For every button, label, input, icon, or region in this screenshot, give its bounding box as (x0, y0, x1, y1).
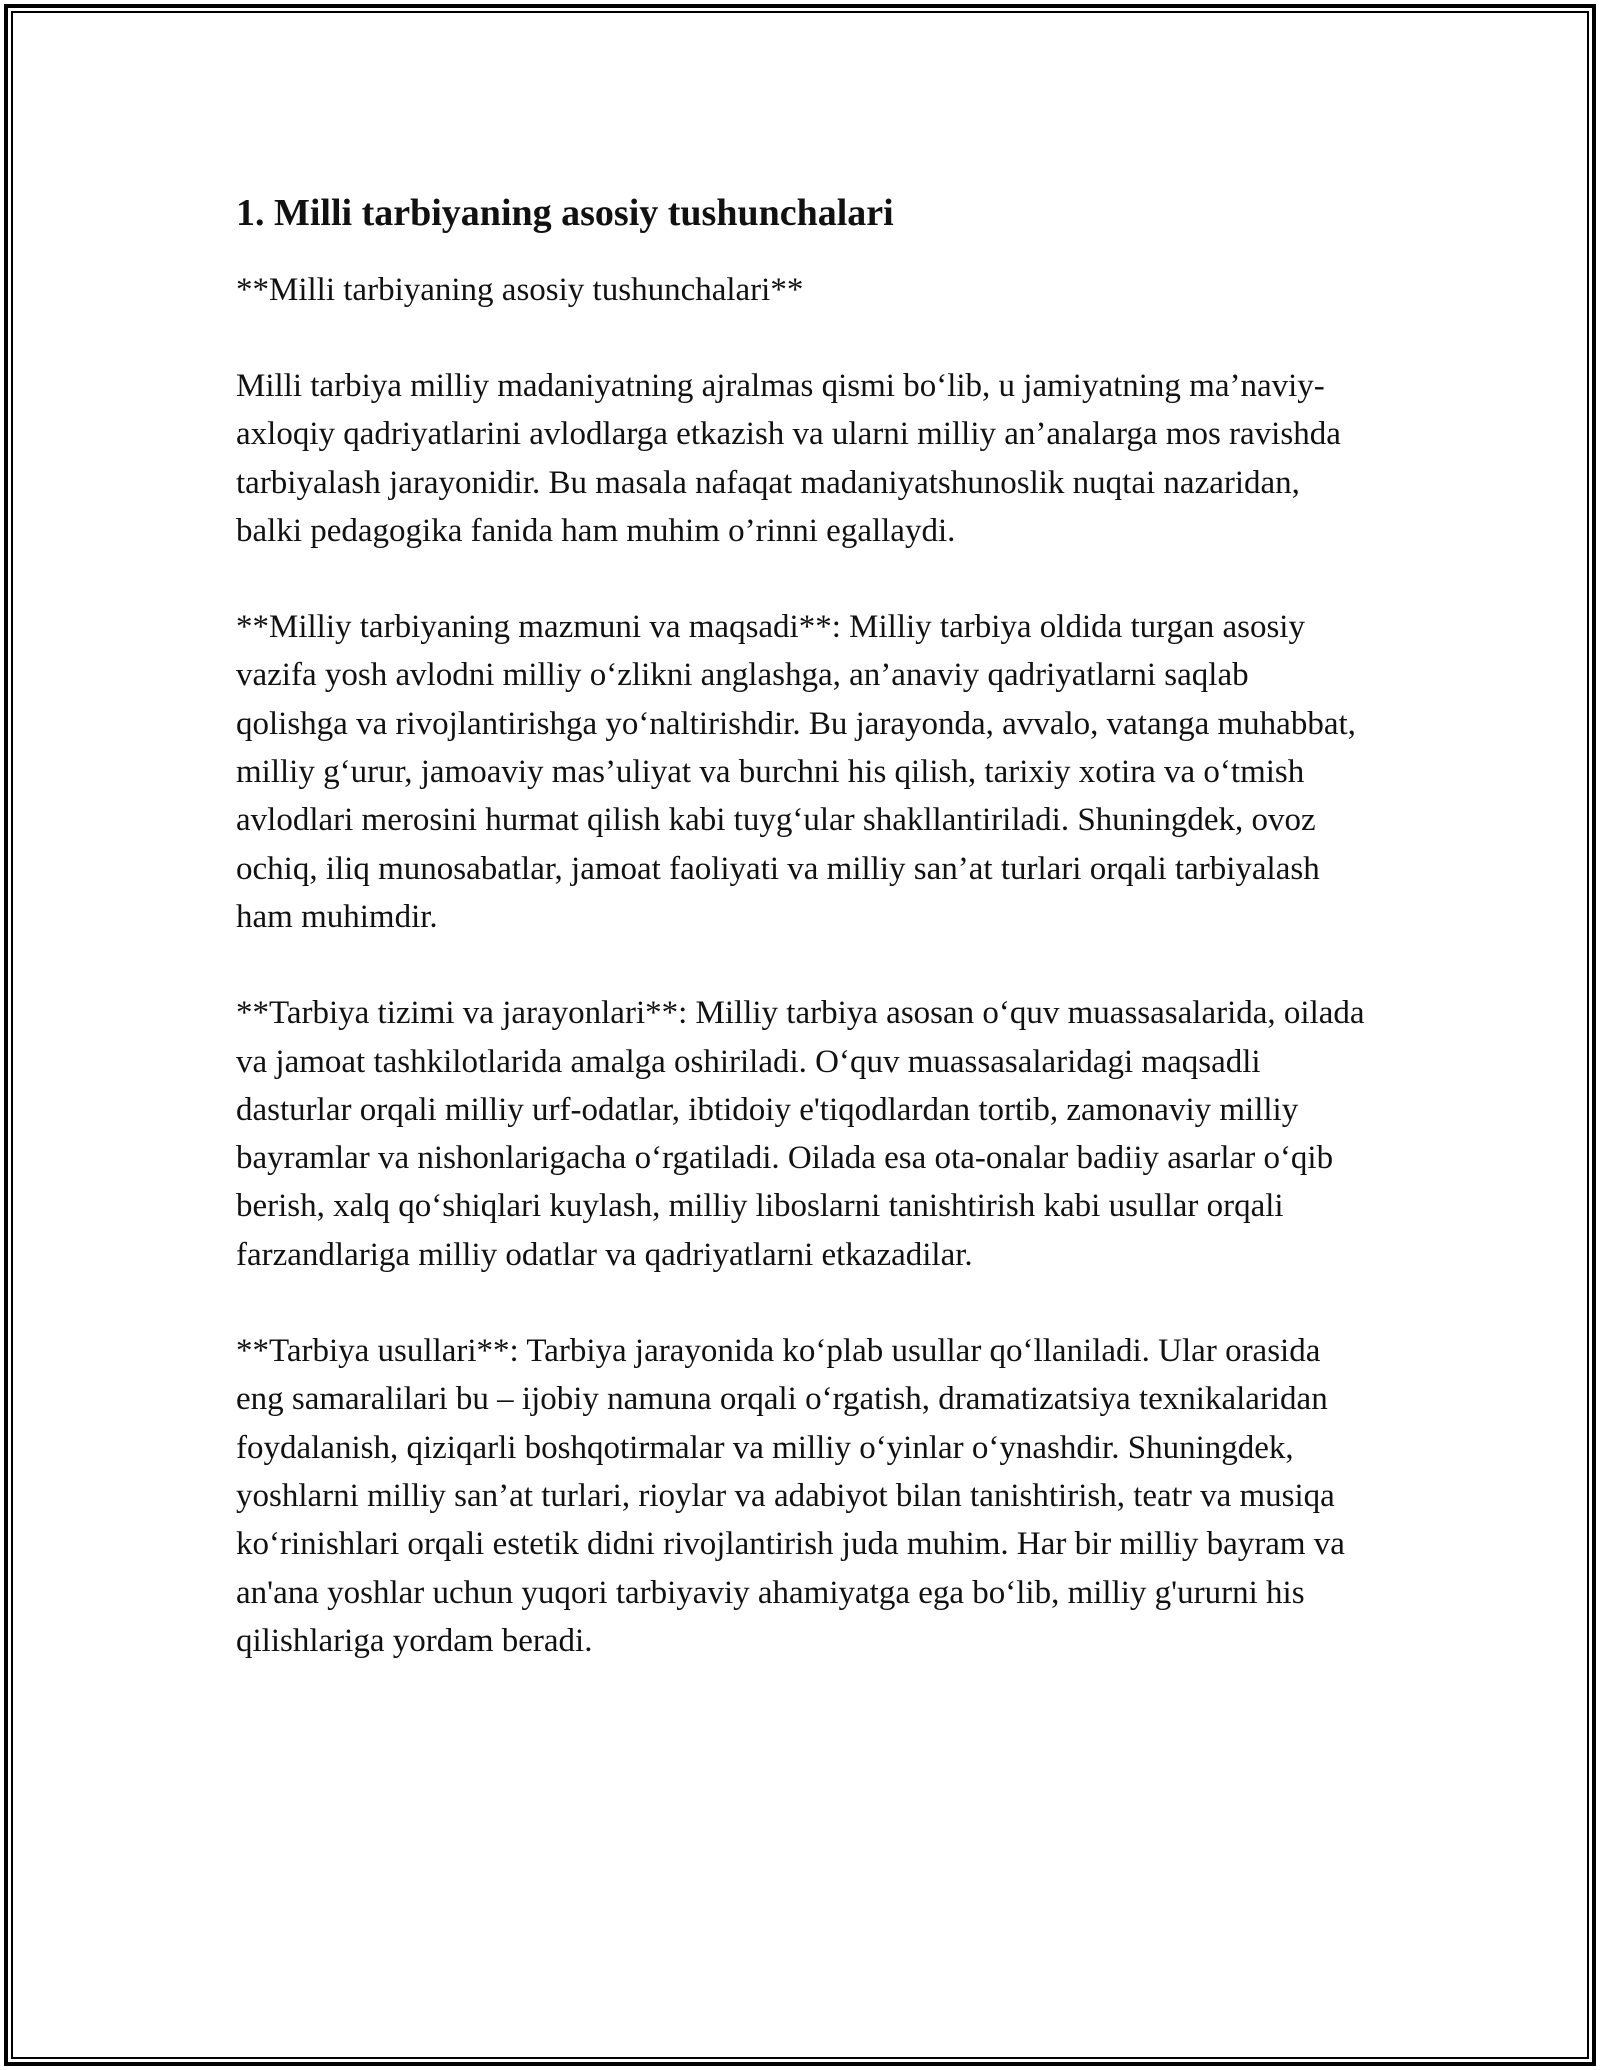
document-body (236, 186, 1366, 1665)
paragraph-system-processes: **Tarbiya tizimi va jarayonlari**: Milliy tarbiya asosan o‘quv muassasalarida, oilada va jamoat tashkilotlarida amalga oshiriladi. O‘quv muassasalaridagi maqsadli dasturlar orqali milliy urf-odatlar, ibtidoiy e'tiqodlardan tortib, zamonaviy milliy bayramlar va nishonlarigacha o‘rgatiladi. Oilada esa ota-onalar badiiy asarlar o‘qib berish, xalq qo‘shiqlari kuylash, milliy liboslarni tanishtirish kabi usullar orqali farzandlariga milliy odatlar va qadriyatlarni etkazadilar. (236, 995, 1365, 1273)
section-subtitle: **Milli tarbiyaning asosiy tushunchalari** (236, 272, 804, 308)
paragraph-content-purpose: **Milliy tarbiyaning mazmuni va maqsadi**: Milliy tarbiya oldida turgan asosiy vazifa yosh avlodni milliy o‘zlikni anglashga, an’anaviy qadriyatlarni saqlab qolishga va rivojlantirishga yo‘naltirishdir. Bu jarayonda, avvalo, vatanga muhabbat, milliy g‘urur, jamoaviy mas’uliyat va burchni his qilish, tarixiy xotira va o‘tmish avlodlari merosini hurmat qilish kabi tuyg‘ular shakllantiriladi. Shuningdek, ovoz ochiq, iliq munosabatlar, jamoat faoliyati va milliy san’at turlari orqali tarbiyalash ham muhimdir. (236, 609, 1356, 935)
section-heading: 1. Milli tarbiyaning asosiy tushunchalari (236, 192, 894, 234)
paragraph-intro: Milli tarbiya milliy madaniyatning ajralmas qismi bo‘lib, u jamiyatning ma’naviy-axloqiy qadriyatlarini avlodlarga etkazish va ularni milliy an’analarga mos ravishda tarbiyalash jarayonidir. Bu masala nafaqat madaniyatshunoslik nuqtai nazaridan, balki pedagogika fanida ham muhim o’rinni egallaydi. (236, 368, 1341, 549)
paragraph-methods: **Tarbiya usullari**: Tarbiya jarayonida ko‘plab usullar qo‘llaniladi. Ular orasida eng samaralilari bu – ijobiy namuna orqali o‘rgatish, dramatizatsiya texnikalaridan foydalanish, qiziqarli boshqotirmalar va milliy o‘yinlar o‘ynashdir. Shuningdek, yoshlarni milliy san’at turlari, rioylar va adabiyot bilan tanishtirish, teatr va musiqa ko‘rinishlari orqali estetik didni rivojlantirish juda muhim. Har bir milliy bayram va an'ana yoshlar uchun yuqori tarbiyaviy ahamiyatga ega bo‘lib, milliy g'ururni his qilishlariga yordam beradi. (236, 1333, 1345, 1659)
